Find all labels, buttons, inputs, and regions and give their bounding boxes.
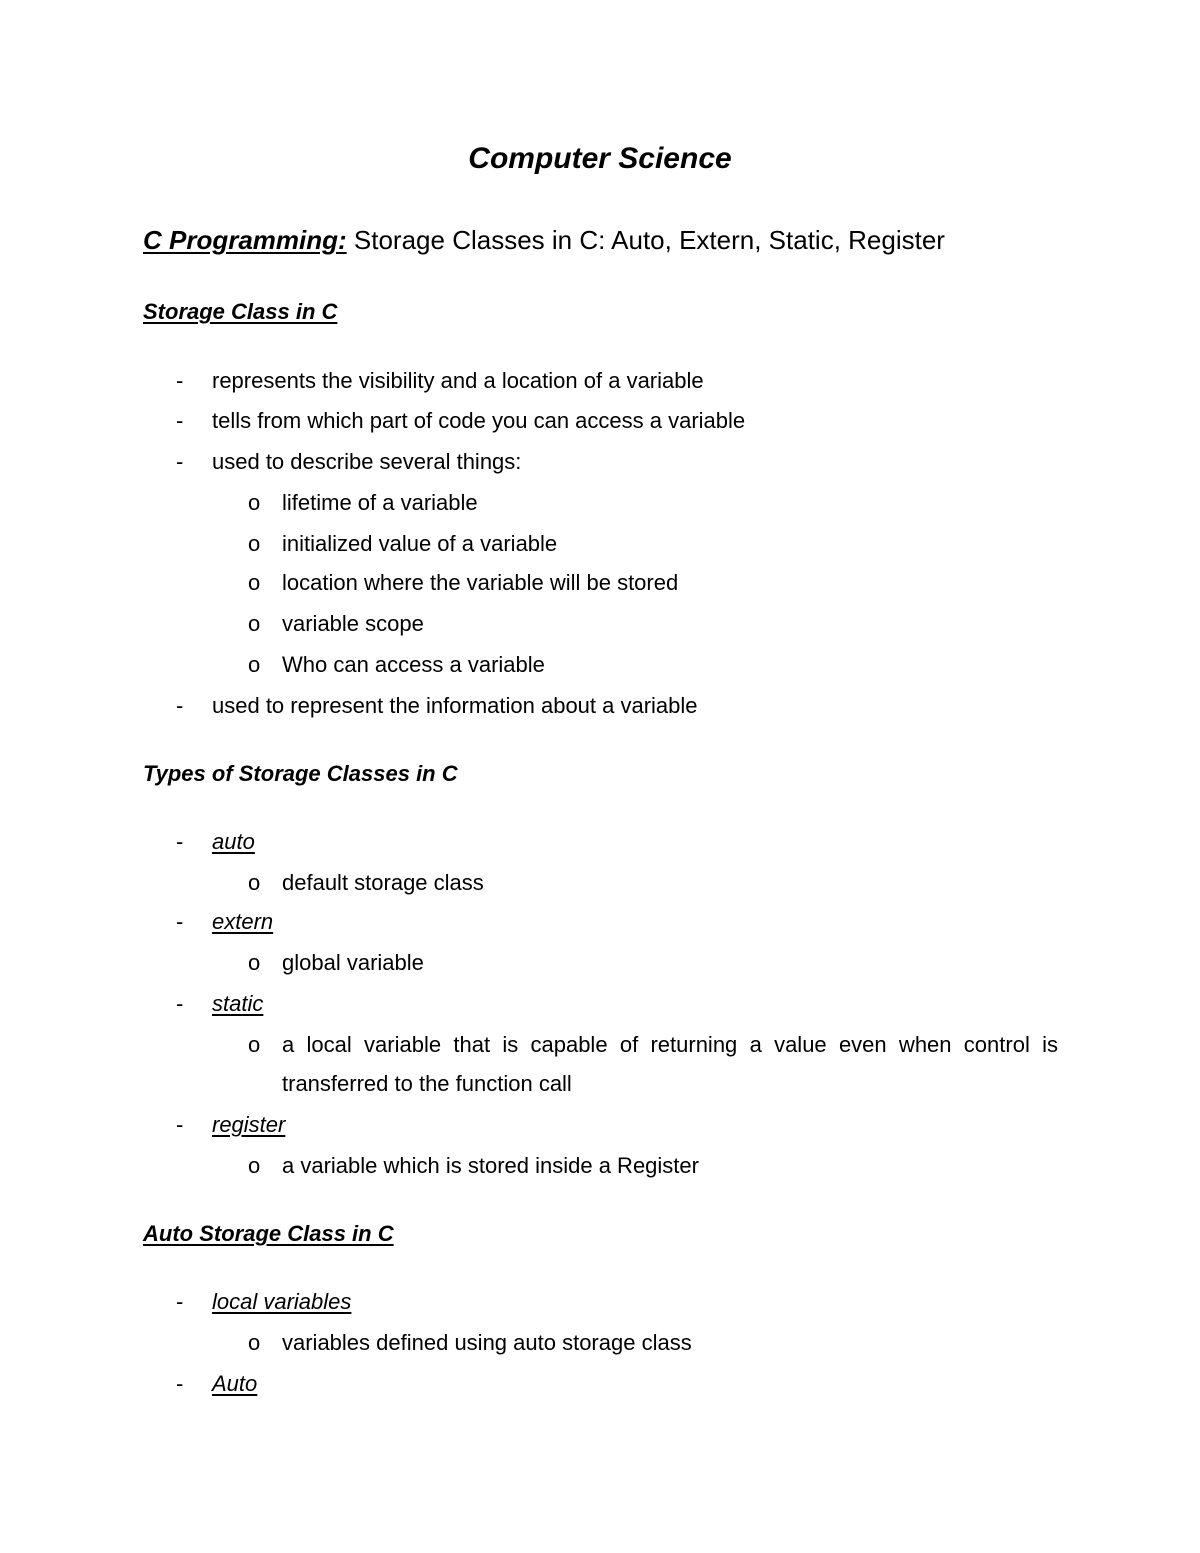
circle-bullet: o (248, 1032, 261, 1057)
sub-list-item: variables defined using auto storage class (282, 1330, 692, 1355)
sub-list-item: Who can access a variable (282, 652, 545, 677)
dash-bullet: - (176, 1112, 184, 1137)
section-heading-storage-class: Storage Class in C (143, 299, 338, 324)
storage-class-term-extern: extern (212, 909, 274, 934)
sub-list-item: initialized value of a variable (282, 531, 558, 556)
circle-bullet: o (248, 870, 261, 895)
list-item: used to describe several things: (212, 449, 522, 474)
sub-list-item: global variable (282, 950, 424, 975)
circle-bullet: o (248, 950, 261, 975)
list-item: represents the visibility and a location of a variable (212, 368, 704, 393)
storage-class-term-static: static (212, 991, 264, 1016)
circle-bullet: o (248, 1153, 261, 1178)
dash-bullet: - (176, 1371, 184, 1396)
list-item: used to represent the information about a variable (212, 693, 698, 718)
section-heading-types: Types of Storage Classes in C (143, 761, 458, 786)
subject-line (143, 222, 945, 258)
sub-list-item: lifetime of a variable (282, 490, 478, 515)
sub-list-item: a local variable that is capable of returning a value even when control is (282, 1032, 1058, 1057)
document-title: Computer Science (468, 142, 732, 175)
subject-text: Storage Classes in C: Auto, Extern, Static, Register (346, 225, 945, 255)
storage-class-term-register: register (212, 1112, 286, 1137)
circle-bullet: o (248, 652, 261, 677)
sub-list-item-continuation: transferred to the function call (282, 1071, 572, 1096)
sub-list-item: default storage class (282, 870, 484, 895)
dash-bullet: - (176, 693, 184, 718)
list-item: tells from which part of code you can access a variable (212, 408, 746, 433)
sub-list-item: variable scope (282, 611, 424, 636)
dash-bullet: - (176, 449, 184, 474)
sub-list-item: a variable which is stored inside a Register (282, 1153, 699, 1178)
section-heading-auto: Auto Storage Class in C (143, 1221, 394, 1246)
dash-bullet: - (176, 368, 184, 393)
dash-bullet: - (176, 991, 184, 1016)
term-local-variables: local variables (212, 1289, 352, 1314)
dash-bullet: - (176, 408, 184, 433)
circle-bullet: o (248, 611, 261, 636)
circle-bullet: o (248, 570, 261, 595)
term-auto: Auto (212, 1371, 258, 1396)
circle-bullet: o (248, 490, 261, 515)
circle-bullet: o (248, 1330, 261, 1355)
sub-list-item: location where the variable will be stored (282, 570, 679, 595)
dash-bullet: - (176, 1289, 184, 1314)
circle-bullet: o (248, 531, 261, 556)
storage-class-term-auto: auto (212, 829, 255, 854)
dash-bullet: - (176, 829, 184, 854)
subject-label: C Programming: (143, 225, 347, 255)
dash-bullet: - (176, 909, 184, 934)
